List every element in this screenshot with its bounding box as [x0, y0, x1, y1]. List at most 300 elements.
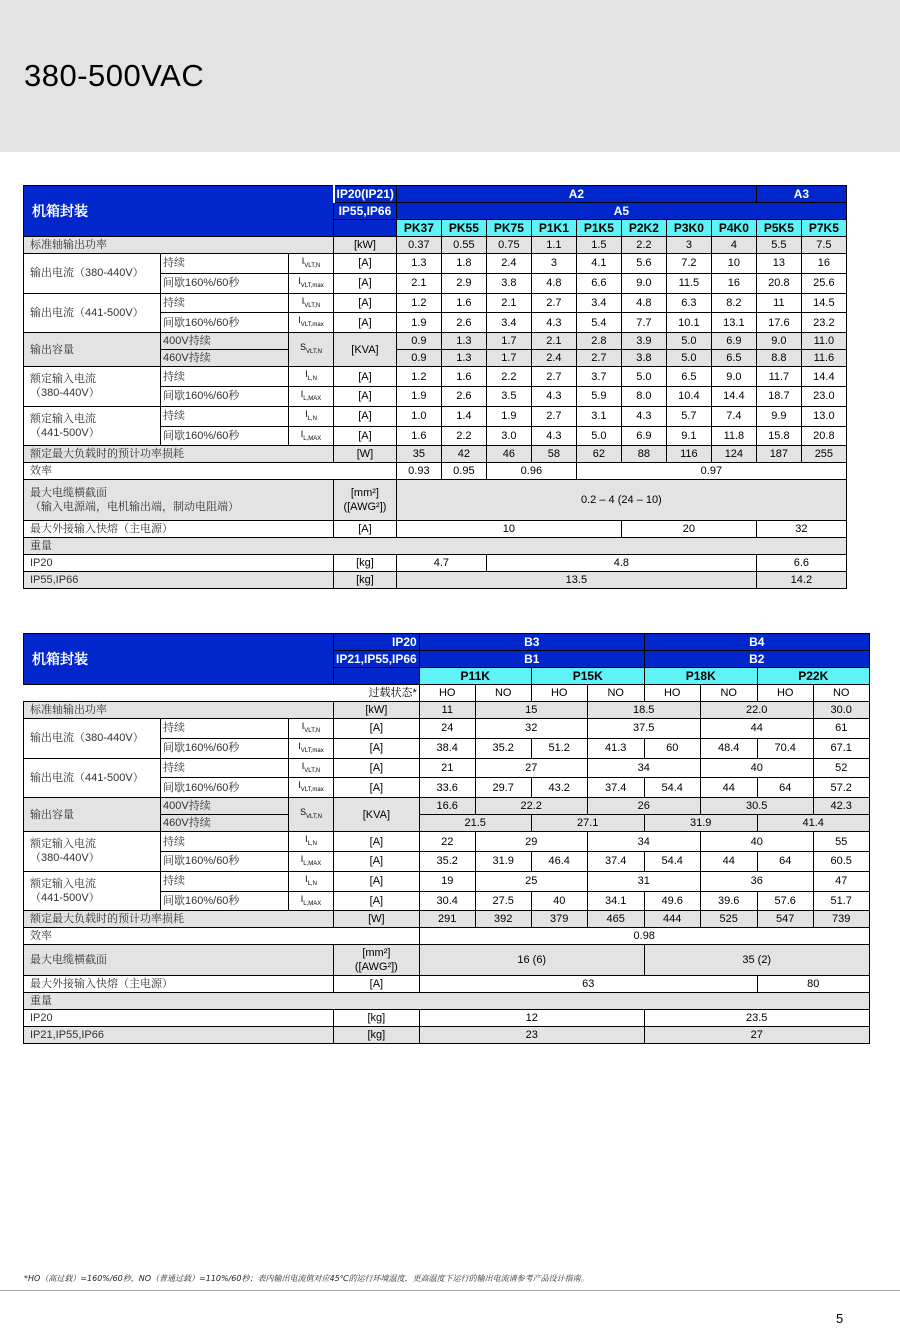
value-cell: 1.9 — [486, 406, 531, 426]
value-cell: 30.5 — [700, 798, 813, 815]
value-cell: 444 — [644, 911, 700, 928]
enclosure-title: 机箱封装 — [24, 186, 334, 237]
value-cell: 2.7 — [576, 350, 621, 367]
value-cell: 35.2 — [419, 851, 475, 871]
value-cell: 13.5 — [396, 572, 756, 589]
value-cell: 3.4 — [576, 293, 621, 313]
value-cell: 54.4 — [644, 851, 700, 871]
output-capacity-row — [24, 333, 847, 350]
weight-ip20-row — [24, 555, 847, 572]
sub-label: 持续 — [161, 367, 289, 387]
symbol-cell: $I_{VLT,N}$ — [289, 254, 334, 274]
value-cell: 2.1 — [396, 273, 441, 293]
value-cell: 4.3 — [531, 386, 576, 406]
value-cell: 41.3 — [587, 738, 644, 758]
row-label: 最大电缆横截面 — [24, 945, 334, 976]
footnote: *HO（高过载）=160%/60秒，NO（普通过载）=110%/60秒；表内输出电流值对应45℃的运行环境温度，更高温度下运行的输出电流请参考产品设计指南。 — [24, 1274, 589, 1283]
value-cell: 3.8 — [621, 350, 666, 367]
value-cell: 14.4 — [801, 367, 846, 387]
value-cell: 0.9 — [396, 350, 441, 367]
unit-cell: [kW] — [334, 702, 420, 719]
value-cell: 9.0 — [756, 333, 801, 350]
row-label: 输出容量 — [24, 333, 161, 367]
value-cell: 379 — [531, 911, 587, 928]
row-label: 输出电流（441-500V） — [24, 758, 161, 798]
row-label: 额定输入电流 （441-500V） — [24, 406, 161, 446]
sub-label: 间歇160%/60秒 — [161, 738, 289, 758]
unit-cell: [kg] — [334, 572, 397, 589]
unit-cell: [KVA] — [334, 798, 420, 832]
value-cell: 2.7 — [531, 293, 576, 313]
weight-header-row — [24, 538, 847, 555]
spec-table-a — [23, 185, 847, 589]
value-cell: 11 — [419, 702, 475, 719]
unit-cell: [kg] — [334, 1027, 420, 1044]
symbol-cell: $I_{L,MAX}$ — [289, 891, 334, 911]
weight-header-row — [24, 993, 870, 1010]
model-cell: P5K5 — [756, 220, 801, 237]
value-cell: 8.2 — [711, 293, 756, 313]
value-cell: 70.4 — [757, 738, 813, 758]
symbol-cell: $I_{VLT,N}$ — [289, 293, 334, 313]
sub-label: 400V持续 — [161, 333, 289, 350]
unit-cell: [A] — [334, 832, 420, 852]
value-cell: 7.5 — [801, 237, 846, 254]
unit-cell: [A] — [334, 758, 420, 778]
model-cell: PK55 — [441, 220, 486, 237]
value-cell: 124 — [711, 446, 756, 463]
value-cell: 2.9 — [441, 273, 486, 293]
value-cell: 22.0 — [700, 702, 813, 719]
value-cell: 23.5 — [644, 1010, 869, 1027]
value-cell: 25 — [475, 871, 587, 891]
value-cell: 46 — [486, 446, 531, 463]
sub-label: 间歇160%/60秒 — [161, 386, 289, 406]
value-cell: 42.3 — [813, 798, 869, 815]
unit-cell: [A] — [334, 313, 397, 333]
value-cell: 2.7 — [531, 367, 576, 387]
unit-cell: [kW] — [334, 237, 397, 254]
value-cell: 22 — [419, 832, 475, 852]
value-cell: 23.2 — [801, 313, 846, 333]
value-cell: 61 — [813, 719, 869, 739]
overload-cell: NO — [475, 685, 531, 702]
frame-a3: A3 — [756, 186, 846, 203]
value-cell: 32 — [475, 719, 587, 739]
row-label: 输出电流（380-440V） — [24, 719, 161, 759]
value-cell: 4.1 — [576, 254, 621, 274]
value-cell: 0.55 — [441, 237, 486, 254]
value-cell: 6.9 — [621, 426, 666, 446]
model-cell: P11K — [419, 668, 531, 685]
page-title: 380-500VAC — [24, 58, 205, 93]
value-cell: 16 — [801, 254, 846, 274]
value-cell: 7.7 — [621, 313, 666, 333]
overload-row — [24, 685, 870, 702]
value-cell: 49.6 — [644, 891, 700, 911]
value-cell: 63 — [419, 976, 757, 993]
frame-b4: B4 — [644, 634, 869, 651]
unit-cell: [A] — [334, 273, 397, 293]
symbol-cell: $I_{L,MAX}$ — [289, 426, 334, 446]
weight-ip20-row — [24, 1010, 870, 1027]
value-cell: 2.7 — [531, 406, 576, 426]
symbol-cell: $I_{L,N}$ — [289, 871, 334, 891]
sub-label: 间歇160%/60秒 — [161, 273, 289, 293]
blank-cell — [334, 668, 420, 685]
value-cell: 14.4 — [711, 386, 756, 406]
value-cell: 5.0 — [621, 367, 666, 387]
value-cell: 0.98 — [419, 928, 869, 945]
value-cell: 1.3 — [396, 254, 441, 274]
ip-rating-b: IP21,IP55,IP66 — [334, 651, 420, 668]
value-cell: 31.9 — [644, 815, 757, 832]
value-cell: 11.6 — [801, 350, 846, 367]
value-cell: 37.4 — [587, 851, 644, 871]
value-cell: 1.2 — [396, 367, 441, 387]
unit-cell: [A] — [334, 976, 420, 993]
row-label: 最大电缆横截面 （输入电源端，电机输出端，制动电阻端） — [24, 480, 334, 521]
value-cell: 67.1 — [813, 738, 869, 758]
value-cell: 6.6 — [576, 273, 621, 293]
value-cell: 5.6 — [621, 254, 666, 274]
model-cell: P22K — [757, 668, 869, 685]
symbol-cell: $I_{VLT,N}$ — [289, 719, 334, 739]
value-cell: 21.5 — [419, 815, 531, 832]
sub-label: 460V持续 — [161, 815, 289, 832]
value-cell: 0.93 — [396, 463, 441, 480]
sub-label: 间歇160%/60秒 — [161, 313, 289, 333]
value-cell: 0.95 — [441, 463, 486, 480]
value-cell: 1.8 — [441, 254, 486, 274]
unit-cell: [kg] — [334, 555, 397, 572]
model-cell: P1K1 — [531, 220, 576, 237]
model-cell: P7K5 — [801, 220, 846, 237]
power-loss-row — [24, 911, 870, 928]
page-number: 5 — [836, 1311, 844, 1326]
power-loss-row — [24, 446, 847, 463]
symbol-cell: $I_{L,N}$ — [289, 367, 334, 387]
input-current-380-row — [24, 832, 870, 852]
value-cell: 27.5 — [475, 891, 531, 911]
value-cell: 8.8 — [756, 350, 801, 367]
value-cell: 7.4 — [711, 406, 756, 426]
overload-label: 过载状态* — [24, 685, 420, 702]
value-cell: 2.1 — [486, 293, 531, 313]
row-label: 最大外接输入快熔（主电源） — [24, 976, 334, 993]
value-cell: 5.0 — [576, 426, 621, 446]
value-cell: 44 — [700, 778, 757, 798]
value-cell: 4.7 — [396, 555, 486, 572]
symbol-cell: $I_{L,N}$ — [289, 406, 334, 426]
row-label: 效率 — [24, 928, 420, 945]
value-cell: 9.1 — [666, 426, 711, 446]
value-cell: 6.9 — [711, 333, 756, 350]
value-cell: 11.0 — [801, 333, 846, 350]
value-cell: 3.7 — [576, 367, 621, 387]
value-cell: 88 — [621, 446, 666, 463]
output-current-441-row — [24, 758, 870, 778]
row-label: 额定最大负载时的预计功率损耗 — [24, 446, 334, 463]
value-cell: 0.37 — [396, 237, 441, 254]
value-cell: 6.3 — [666, 293, 711, 313]
symbol-cell: $I_{VLT,max}$ — [289, 738, 334, 758]
value-cell: 2.4 — [486, 254, 531, 274]
value-cell: 29.7 — [475, 778, 531, 798]
sub-label: 间歇160%/60秒 — [161, 891, 289, 911]
value-cell: 3.9 — [621, 333, 666, 350]
value-cell: 11.8 — [711, 426, 756, 446]
sub-label: 持续 — [161, 293, 289, 313]
value-cell: 4 — [711, 237, 756, 254]
value-cell: 392 — [475, 911, 531, 928]
row-label: 额定输入电流 （441-500V） — [24, 871, 161, 911]
value-cell: 19 — [419, 871, 475, 891]
efficiency-row — [24, 463, 847, 480]
value-cell: 291 — [419, 911, 475, 928]
model-cell: P4K0 — [711, 220, 756, 237]
value-cell: 30.0 — [813, 702, 869, 719]
value-cell: 6.5 — [666, 367, 711, 387]
overload-cell: HO — [531, 685, 587, 702]
value-cell: 57.2 — [813, 778, 869, 798]
value-cell: 44 — [700, 719, 813, 739]
cable-section-row — [24, 480, 847, 521]
unit-cell: [A] — [334, 871, 420, 891]
frame-a2: A2 — [396, 186, 756, 203]
value-cell: 2.2 — [486, 367, 531, 387]
unit-cell: [A] — [334, 254, 397, 274]
value-cell: 5.7 — [666, 406, 711, 426]
value-cell: 1.1 — [531, 237, 576, 254]
value-cell: 0.2 – 4 (24 – 10) — [396, 480, 846, 521]
value-cell: 35 (2) — [644, 945, 869, 976]
value-cell: 52 — [813, 758, 869, 778]
enclosure-title: 机箱封装 — [24, 634, 334, 685]
value-cell: 20 — [621, 521, 756, 538]
unit-cell: [kg] — [334, 1010, 420, 1027]
value-cell: 27 — [475, 758, 587, 778]
row-label: IP55,IP66 — [24, 572, 334, 589]
value-cell: 34.1 — [587, 891, 644, 911]
value-cell: 3.4 — [486, 313, 531, 333]
model-cell: P1K5 — [576, 220, 621, 237]
unit-cell: [A] — [334, 851, 420, 871]
value-cell: 5.0 — [666, 350, 711, 367]
row-label: 额定输入电流 （380-440V） — [24, 367, 161, 407]
frame-b2: B2 — [644, 651, 869, 668]
unit-cell: [W] — [334, 911, 420, 928]
weight-ip21-row — [24, 1027, 870, 1044]
unit-cell: [A] — [334, 738, 420, 758]
sub-label: 间歇160%/60秒 — [161, 778, 289, 798]
unit-cell: [A] — [334, 891, 420, 911]
value-cell: 255 — [801, 446, 846, 463]
symbol-cell: $I_{VLT,N}$ — [289, 758, 334, 778]
row-label: 额定最大负载时的预计功率损耗 — [24, 911, 334, 928]
value-cell: 35 — [396, 446, 441, 463]
value-cell: 2.2 — [621, 237, 666, 254]
value-cell: 1.4 — [441, 406, 486, 426]
value-cell: 3.5 — [486, 386, 531, 406]
value-cell: 1.3 — [441, 333, 486, 350]
value-cell: 2.4 — [531, 350, 576, 367]
value-cell: 13.1 — [711, 313, 756, 333]
value-cell: 15 — [475, 702, 587, 719]
value-cell: 21 — [419, 758, 475, 778]
row-label: 标准轴输出功率 — [24, 702, 334, 719]
value-cell: 20.8 — [801, 426, 846, 446]
value-cell: 0.97 — [576, 463, 846, 480]
unit-cell: [mm²] ([AWG²]) — [334, 945, 420, 976]
symbol-cell: $I_{L,MAX}$ — [289, 386, 334, 406]
fuse-row — [24, 521, 847, 538]
value-cell: 64 — [757, 851, 813, 871]
overload-cell: NO — [813, 685, 869, 702]
value-cell: 14.2 — [756, 572, 846, 589]
input-current-441-row — [24, 871, 870, 891]
value-cell: 1.5 — [576, 237, 621, 254]
value-cell: 32 — [756, 521, 846, 538]
value-cell: 9.0 — [621, 273, 666, 293]
value-cell: 11.5 — [666, 273, 711, 293]
spec-table-b — [23, 633, 870, 1044]
value-cell: 4.8 — [486, 555, 756, 572]
value-cell: 1.7 — [486, 350, 531, 367]
value-cell: 43.2 — [531, 778, 587, 798]
value-cell: 47 — [813, 871, 869, 891]
row-label: 重量 — [24, 538, 847, 555]
sub-label: 400V持续 — [161, 798, 289, 815]
value-cell: 62 — [576, 446, 621, 463]
value-cell: 1.6 — [441, 367, 486, 387]
sub-label: 持续 — [161, 832, 289, 852]
value-cell: 34 — [587, 832, 700, 852]
value-cell: 6.5 — [711, 350, 756, 367]
unit-cell: [KVA] — [334, 333, 397, 367]
value-cell: 4.3 — [621, 406, 666, 426]
unit-cell: [A] — [334, 719, 420, 739]
value-cell: 13.0 — [801, 406, 846, 426]
value-cell: 2.6 — [441, 313, 486, 333]
value-cell: 5.9 — [576, 386, 621, 406]
sub-label: 间歇160%/60秒 — [161, 851, 289, 871]
value-cell: 29 — [475, 832, 587, 852]
frame-b3: B3 — [419, 634, 644, 651]
value-cell: 16 (6) — [419, 945, 644, 976]
value-cell: 54.4 — [644, 778, 700, 798]
value-cell: 4.8 — [531, 273, 576, 293]
value-cell: 51.7 — [813, 891, 869, 911]
value-cell: 23 — [419, 1027, 644, 1044]
value-cell: 525 — [700, 911, 757, 928]
value-cell: 60.5 — [813, 851, 869, 871]
symbol-cell: $S_{VLT,N}$ — [289, 798, 334, 832]
header-row — [24, 634, 870, 651]
value-cell: 48.4 — [700, 738, 757, 758]
value-cell: 2.1 — [531, 333, 576, 350]
value-cell: 16 — [711, 273, 756, 293]
unit-cell: [W] — [334, 446, 397, 463]
sub-label: 持续 — [161, 254, 289, 274]
value-cell: 41.4 — [757, 815, 869, 832]
row-label: 额定输入电流 （380-440V） — [24, 832, 161, 872]
value-cell: 57.6 — [757, 891, 813, 911]
value-cell: 5.5 — [756, 237, 801, 254]
sub-label: 460V持续 — [161, 350, 289, 367]
value-cell: 31.9 — [475, 851, 531, 871]
value-cell: 465 — [587, 911, 644, 928]
value-cell: 11.7 — [756, 367, 801, 387]
value-cell: 40 — [700, 758, 813, 778]
overload-cell: HO — [644, 685, 700, 702]
input-current-380-row — [24, 367, 847, 387]
value-cell: 2.2 — [441, 426, 486, 446]
value-cell: 33.6 — [419, 778, 475, 798]
value-cell: 22.2 — [475, 798, 587, 815]
value-cell: 2.6 — [441, 386, 486, 406]
value-cell: 20.8 — [756, 273, 801, 293]
row-label: IP20 — [24, 555, 334, 572]
value-cell: 27.1 — [531, 815, 644, 832]
fuse-row — [24, 976, 870, 993]
row-label: IP21,IP55,IP66 — [24, 1027, 334, 1044]
shaft-power-row — [24, 702, 870, 719]
value-cell: 35.2 — [475, 738, 531, 758]
value-cell: 10 — [396, 521, 621, 538]
output-current-380-row — [24, 719, 870, 739]
shaft-power-row — [24, 237, 847, 254]
unit-cell: [A] — [334, 406, 397, 426]
value-cell: 3 — [531, 254, 576, 274]
value-cell: 55 — [813, 832, 869, 852]
value-cell: 37.4 — [587, 778, 644, 798]
row-label: 重量 — [24, 993, 870, 1010]
unit-cell: [A] — [334, 426, 397, 446]
value-cell: 116 — [666, 446, 711, 463]
value-cell: 39.6 — [700, 891, 757, 911]
ip-rating-a: IP20 — [334, 634, 420, 651]
value-cell: 64 — [757, 778, 813, 798]
value-cell: 34 — [587, 758, 700, 778]
symbol-cell: $I_{VLT,max}$ — [289, 313, 334, 333]
efficiency-row — [24, 928, 870, 945]
row-label: 输出容量 — [24, 798, 161, 832]
ip-rating-b: IP55,IP66 — [334, 203, 397, 220]
model-cell: PK37 — [396, 220, 441, 237]
value-cell: 1.6 — [396, 426, 441, 446]
cable-section-row — [24, 945, 870, 976]
value-cell: 6.6 — [756, 555, 846, 572]
unit-cell: [A] — [334, 386, 397, 406]
symbol-cell: $I_{L,N}$ — [289, 832, 334, 852]
value-cell: 4.3 — [531, 426, 576, 446]
value-cell: 4.8 — [621, 293, 666, 313]
model-cell: PK75 — [486, 220, 531, 237]
model-cell: P2K2 — [621, 220, 666, 237]
blank-cell — [334, 220, 397, 237]
value-cell: 1.0 — [396, 406, 441, 426]
output-current-441-row — [24, 293, 847, 313]
symbol-cell: $S_{VLT,N}$ — [289, 333, 334, 367]
value-cell: 0.9 — [396, 333, 441, 350]
value-cell: 38.4 — [419, 738, 475, 758]
sub-label: 持续 — [161, 406, 289, 426]
value-cell: 26 — [587, 798, 700, 815]
weight-ip55-row — [24, 572, 847, 589]
value-cell: 16.6 — [419, 798, 475, 815]
value-cell: 10 — [711, 254, 756, 274]
